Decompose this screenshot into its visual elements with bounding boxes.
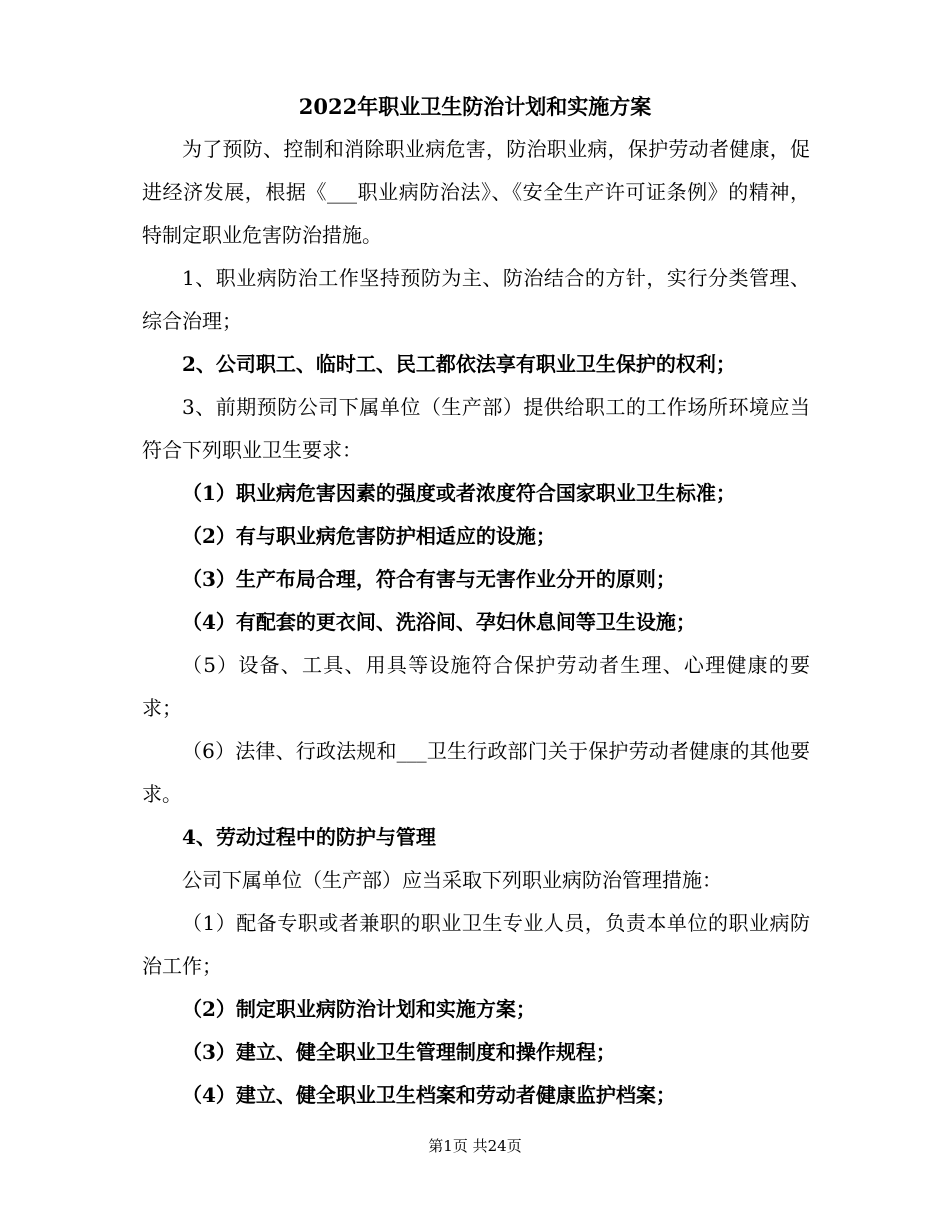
paragraph: 1、职业病防治工作坚持预防为主、防治结合的方针，实行分类管理、综合治理； [142, 266, 810, 333]
document-title: 2022年职业卫生防治计划和实施方案 [298, 94, 652, 119]
paragraph: （5）设备、工具、用具等设施符合保护劳动者生理、心理健康的要求； [142, 653, 810, 720]
page-footer: 第1页 共24页 [428, 1137, 522, 1155]
paragraph: 公司下属单位（生产部）应当采取下列职业病防治管理措施： [182, 868, 722, 892]
paragraph: 2、公司职工、临时工、民工都依法享有职业卫生保护的权利； [182, 352, 736, 376]
paragraph: （3）建立、健全职业卫生管理制度和操作规程； [182, 1040, 616, 1064]
paragraph: 为了预防、控制和消除职业病危害，防治职业病，保护劳动者健康，促进经济发展，根据《___职业病防治法》、《安全生产许可证条例》的精神，特制定职业危害防治措施。 [142, 137, 810, 247]
paragraph: （4）建立、健全职业卫生档案和劳动者健康监护档案； [182, 1083, 676, 1107]
paragraph: （4）有配套的更衣间、洗浴间、孕妇休息间等卫生设施； [182, 610, 696, 634]
paragraph: （1）配备专职或者兼职的职业卫生专业人员，负责本单位的职业病防治工作； [142, 911, 810, 978]
paragraph: （6）法律、行政法规和___卫生行政部门关于保护劳动者健康的其他要求。 [142, 739, 810, 806]
paragraph: 3、前期预防公司下属单位（生产部）提供给职工的工作场所环境应当符合下列职业卫生要求： [142, 395, 810, 462]
paragraph: （2）有与职业病危害防护相适应的设施； [182, 524, 556, 548]
paragraph: （2）制定职业病防治计划和实施方案； [182, 997, 536, 1021]
paragraph: （1）职业病危害因素的强度或者浓度符合国家职业卫生标准； [182, 481, 736, 505]
paragraph: （3）生产布局合理，符合有害与无害作业分开的原则； [182, 567, 676, 591]
paragraph: 4、劳动过程中的防护与管理 [182, 825, 436, 849]
document-body [142, 128, 810, 1117]
